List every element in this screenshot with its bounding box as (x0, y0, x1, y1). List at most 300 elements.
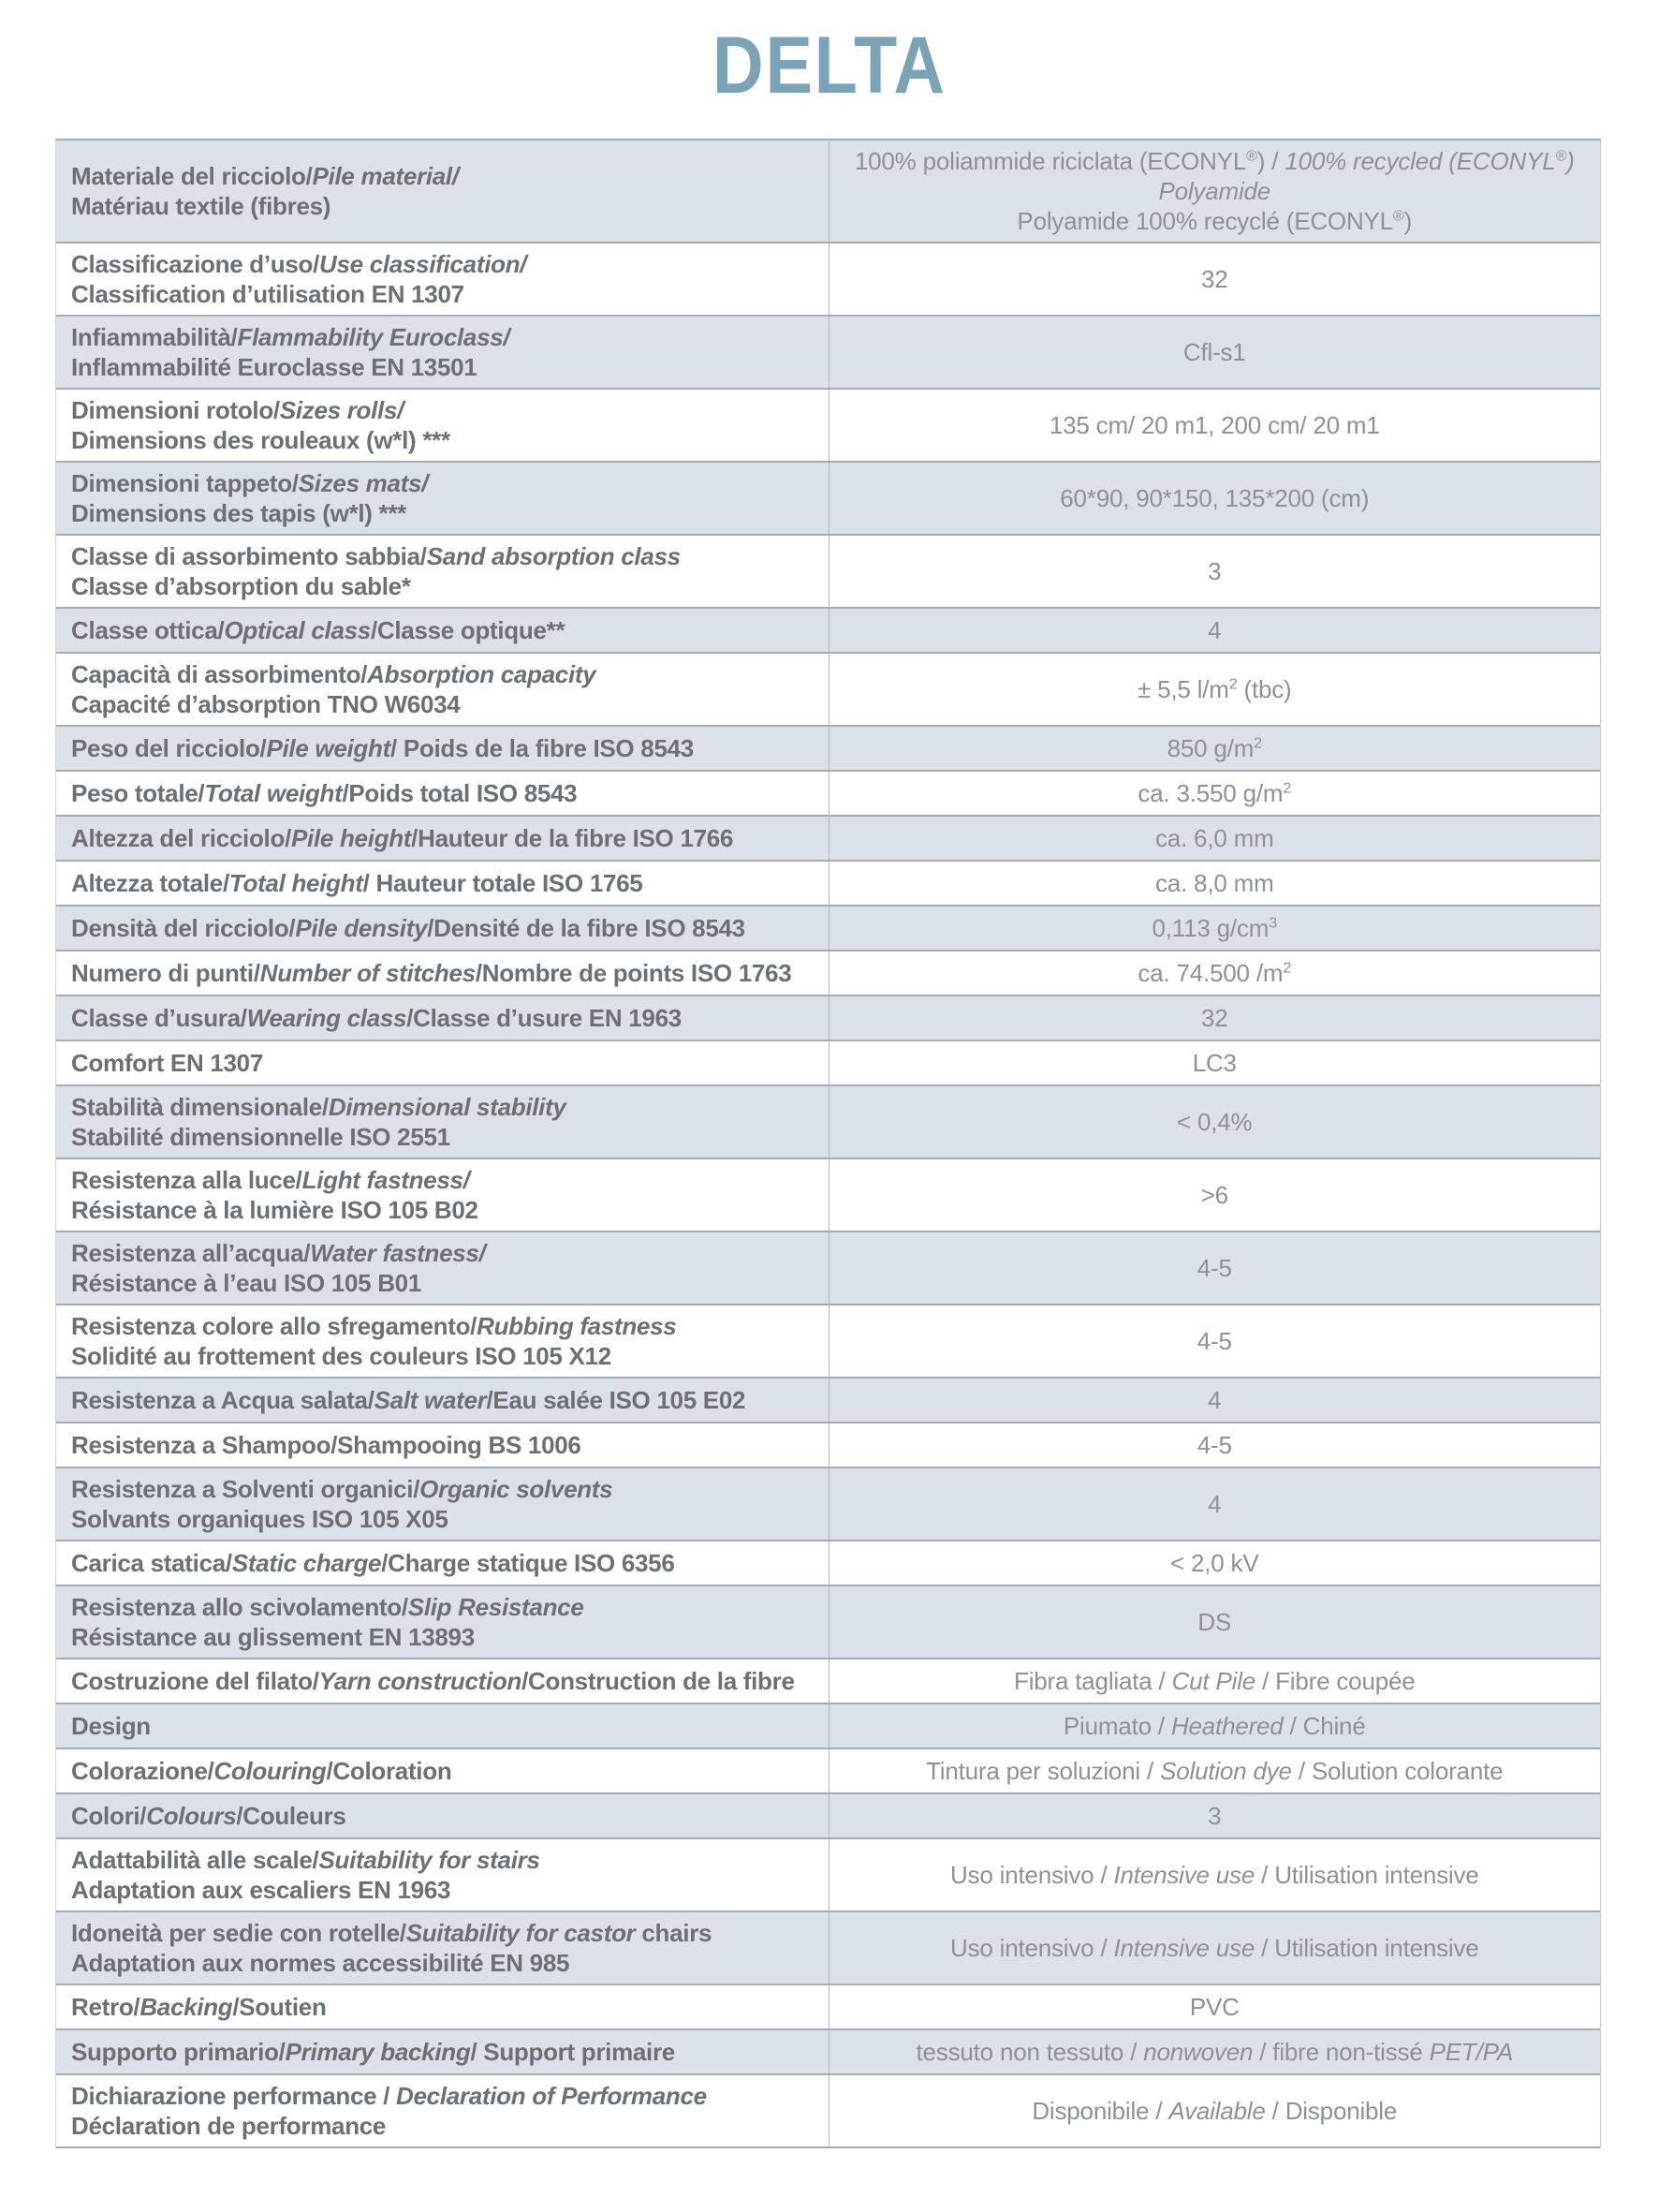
label-segment: Déclaration de performance (71, 2112, 387, 2140)
label-line (71, 425, 812, 455)
value-segment: Heathered (1170, 1712, 1284, 1740)
table-row (56, 243, 1600, 317)
value-segment: ) / (1256, 147, 1285, 175)
value-line (841, 410, 1590, 440)
row-value-cell (829, 609, 1601, 652)
label-segment: Resistenza a Acqua salata/ (71, 1386, 374, 1414)
label-segment: Suitability for castor (405, 1919, 636, 1947)
label-segment: Altezza totale/ (71, 869, 229, 897)
value-line (841, 264, 1590, 294)
row-value-cell (829, 2030, 1601, 2073)
label-segment: Resistenza alla luce/ (71, 1166, 302, 1194)
label-line (71, 1341, 812, 1371)
label-line (71, 395, 812, 425)
row-value-cell (829, 907, 1601, 950)
value-segment: ca. 6,0 mm (1154, 824, 1274, 852)
value-line (841, 1801, 1590, 1831)
label-line (71, 541, 812, 571)
row-value-cell (829, 317, 1601, 388)
table-row (56, 1086, 1600, 1159)
label-segment: Matériau textile (fibres) (71, 192, 331, 220)
value-line (841, 337, 1590, 367)
value-line (841, 958, 1590, 988)
label-line (71, 2081, 812, 2111)
label-segment: Sand absorption class (426, 542, 681, 570)
label-segment: Dimensions des tapis (w*l) *** (71, 499, 406, 527)
row-label-cell (56, 1586, 829, 1658)
label-segment: Capacité d’absorption TNO W6034 (71, 690, 461, 718)
value-segment: 4-5 (1197, 1431, 1232, 1459)
row-value-cell (829, 817, 1601, 860)
table-row (56, 654, 1600, 727)
row-label-cell (56, 1912, 829, 1983)
value-line (841, 913, 1590, 943)
label-line (71, 161, 812, 191)
label-segment: Adaptation aux normes accessibilité EN 985 (71, 1949, 570, 1977)
label-line (71, 689, 812, 719)
label-segment: Colori/ (71, 1802, 147, 1830)
value-segment: Fibra tagliata / (1014, 1667, 1172, 1695)
label-segment: Absorption capacity (367, 660, 596, 688)
label-segment: Adaptation aux escaliers EN 1963 (71, 1876, 451, 1904)
label-line (71, 1474, 812, 1504)
table-row (56, 1305, 1600, 1379)
label-segment: Dimensioni tappeto/ (71, 469, 299, 497)
label-segment: /Nombre de points ISO 1763 (475, 959, 792, 987)
value-segment: Uso intensivo / (949, 1861, 1114, 1889)
value-segment: 2 (1283, 779, 1292, 797)
label-segment: Resistenza colore allo sfregamento/ (71, 1312, 477, 1340)
table-row (56, 907, 1600, 951)
label-segment: Static charge (231, 1549, 382, 1577)
label-line (71, 1238, 812, 1268)
label-segment: Pile density (295, 914, 428, 942)
label-line (71, 2037, 812, 2067)
value-line (841, 778, 1590, 808)
row-value-cell (829, 727, 1601, 770)
page-title (0, 0, 1659, 135)
row-value-cell (829, 1749, 1601, 1792)
label-segment: Inflammabilité Euroclasse EN 13501 (71, 353, 477, 381)
value-line (841, 1711, 1590, 1741)
row-label-cell (56, 654, 829, 725)
value-segment: ca. 8,0 mm (1154, 869, 1274, 897)
label-line (71, 1195, 812, 1225)
label-segment: Classe d’absorption du sable* (71, 572, 411, 600)
label-segment: chairs (635, 1919, 712, 1947)
label-segment: Résistance à l’eau ISO 105 B01 (71, 1269, 421, 1297)
row-label-cell (56, 536, 829, 607)
label-segment: / Support primaire (470, 2038, 675, 2066)
value-segment: 0,113 g/cm (1152, 914, 1270, 942)
row-label-cell (56, 2030, 829, 2073)
label-line (71, 1003, 812, 1033)
label-segment: Primary backing (285, 2038, 471, 2066)
label-segment: / Poids de la fibre ISO 8543 (389, 734, 694, 762)
label-segment: Sizes mats/ (298, 469, 429, 497)
label-line (71, 823, 812, 853)
value-segment: < 0,4% (1177, 1108, 1253, 1136)
label-segment: Dichiarazione performance / (71, 2082, 397, 2110)
label-segment: Total height (228, 869, 363, 897)
label-segment: Dimensions des rouleaux (w*l) *** (71, 426, 450, 454)
value-line (841, 2037, 1590, 2067)
value-segment: 2 (1283, 959, 1292, 977)
table-row (56, 1912, 1600, 1985)
table-row (56, 317, 1600, 390)
value-segment: Disponibile / (1032, 2097, 1169, 2125)
table-row (56, 1704, 1600, 1749)
value-segment: / Utilisation intensive (1255, 1934, 1479, 1962)
label-segment: Classe di assorbimento sabbia/ (71, 542, 427, 570)
value-line (841, 1756, 1590, 1786)
label-segment: Stabilité dimensionnelle ISO 2551 (71, 1123, 450, 1151)
label-segment: Pile weight (266, 734, 390, 762)
label-line (71, 1756, 812, 1786)
label-segment: Resistenza allo scivolamento/ (71, 1593, 408, 1621)
table-row (56, 951, 1600, 996)
label-segment: Water fastness/ (310, 1239, 486, 1267)
product-title-text: DELTA (712, 21, 947, 111)
spec-table (55, 139, 1601, 2148)
row-label-cell (56, 390, 829, 461)
value-segment: 3 (1208, 1802, 1222, 1830)
value-segment: Intensive use (1113, 1861, 1255, 1889)
label-segment: Supporto primario/ (71, 2038, 286, 2066)
row-value-cell (829, 243, 1601, 315)
value-line (841, 1548, 1590, 1578)
value-segment: ® (1246, 147, 1257, 165)
label-line (71, 1048, 812, 1078)
label-segment: Solidité au frottement des couleurs ISO 105 X12 (71, 1342, 611, 1370)
row-value-cell (829, 996, 1601, 1040)
label-line (71, 249, 812, 279)
label-segment: Optical class (224, 616, 371, 644)
label-segment: Solvants organiques ISO 105 X05 (71, 1505, 448, 1533)
row-value-cell (829, 390, 1601, 461)
value-segment: 850 g/m (1167, 734, 1255, 762)
label-line (71, 615, 812, 645)
value-line (841, 868, 1590, 898)
label-segment: Declaration of Performance (396, 2082, 707, 2110)
row-label-cell (56, 996, 829, 1040)
label-segment: Classificazione d’uso/ (71, 250, 320, 278)
row-label-cell (56, 862, 829, 905)
value-segment: ® (1392, 207, 1404, 225)
label-segment: /Couleurs (236, 1802, 346, 1830)
label-segment: Flammability Euroclass/ (237, 323, 510, 351)
label-segment: /Hauteur de la fibre ISO 1766 (411, 824, 734, 852)
label-segment: /Charge statique ISO 6356 (381, 1549, 675, 1577)
value-segment: ® (1555, 147, 1567, 165)
label-line (71, 1801, 812, 1831)
row-label-cell (56, 1379, 829, 1422)
label-line (71, 1948, 812, 1978)
row-label-cell (56, 1305, 829, 1377)
label-segment: Colorazione/ (71, 1757, 214, 1785)
table-row (56, 609, 1600, 654)
label-segment: Classe d’usura/ (71, 1004, 247, 1032)
label-segment: /Poids total ISO 8543 (342, 779, 578, 807)
label-segment: Altezza del ricciolo/ (71, 824, 291, 852)
value-segment: 4 (1208, 1490, 1222, 1518)
value-line (841, 1607, 1590, 1637)
value-segment: 60*90, 90*150, 135*200 (cm) (1060, 484, 1370, 512)
label-segment: /Coloration (326, 1757, 452, 1785)
value-line (841, 1253, 1590, 1283)
value-segment: (tbc) (1237, 675, 1292, 703)
value-segment: 3 (1208, 557, 1222, 585)
value-line (841, 483, 1590, 513)
row-label-cell (56, 1232, 829, 1304)
label-segment: Colours (146, 1802, 237, 1830)
label-line (71, 1311, 812, 1341)
row-label-cell (56, 1086, 829, 1158)
label-segment: Organic solvents (419, 1475, 613, 1503)
table-row (56, 1985, 1600, 2030)
label-segment: Peso totale/ (71, 779, 205, 807)
label-segment: Numero di punti/ (71, 959, 260, 987)
label-line (71, 733, 812, 763)
label-line (71, 1666, 812, 1696)
label-line (71, 1504, 812, 1534)
label-segment: Resistenza a Solventi organici/ (71, 1475, 420, 1503)
value-line (841, 1048, 1590, 1078)
label-segment: Résistance à la lumière ISO 105 B02 (71, 1196, 478, 1224)
label-segment: Pile height (291, 824, 412, 852)
row-label-cell (56, 817, 829, 860)
row-label-cell (56, 1839, 829, 1910)
label-line (71, 958, 812, 988)
value-segment: 4-5 (1197, 1327, 1232, 1355)
value-segment: 2 (1228, 675, 1238, 693)
table-row (56, 1423, 1600, 1468)
label-line (71, 1992, 812, 2022)
value-segment: Cfl-s1 (1182, 338, 1246, 366)
row-label-cell (56, 1423, 829, 1467)
row-value-cell (829, 654, 1601, 725)
value-line (841, 2096, 1590, 2126)
row-label-cell (56, 609, 829, 652)
label-segment: Sizes rolls/ (279, 396, 404, 424)
table-row (56, 140, 1600, 243)
row-label-cell (56, 140, 829, 242)
label-segment: Total weight (204, 779, 343, 807)
label-line (71, 468, 812, 498)
value-segment: 4 (1208, 1386, 1222, 1414)
value-line (841, 1489, 1590, 1519)
label-segment: Design (71, 1712, 151, 1740)
value-segment: Cut Pile (1171, 1667, 1256, 1695)
row-label-cell (56, 1041, 829, 1084)
label-segment: Salt water (374, 1386, 487, 1414)
table-row (56, 1586, 1600, 1659)
value-segment: 32 (1200, 265, 1228, 293)
label-segment: Idoneità per sedie con rotelle/ (71, 1919, 406, 1947)
label-line (71, 1385, 812, 1415)
label-segment: /Construction de la fibre (521, 1667, 795, 1695)
label-segment: Backing (139, 1993, 233, 2021)
label-line (71, 1548, 812, 1578)
label-segment: Densità del ricciolo/ (71, 914, 296, 942)
table-row (56, 536, 1600, 609)
row-label-cell (56, 1704, 829, 1747)
value-segment: / Disponible (1265, 2097, 1398, 2125)
label-segment: Colouring (213, 1757, 327, 1785)
value-line (841, 1003, 1590, 1033)
value-segment: Uso intensivo / (949, 1934, 1114, 1962)
value-segment: 100% recycled (ECONYL (1285, 147, 1556, 175)
table-row (56, 1541, 1600, 1586)
row-value-cell (829, 951, 1601, 995)
row-label-cell (56, 317, 829, 388)
label-line (71, 868, 812, 898)
label-line (71, 1268, 812, 1298)
row-value-cell (829, 1985, 1601, 2028)
row-value-cell (829, 1379, 1601, 1422)
label-segment: Classification d’utilisation EN 1307 (71, 280, 464, 308)
label-segment: /Densité de la fibre ISO 8543 (427, 914, 745, 942)
table-row (56, 1232, 1600, 1305)
label-line (71, 571, 812, 601)
table-row (56, 1379, 1600, 1423)
label-line (71, 322, 812, 352)
row-value-cell (829, 1232, 1601, 1304)
table-row (56, 2030, 1600, 2075)
row-value-cell (829, 1912, 1601, 1983)
value-line (841, 1992, 1590, 2022)
row-label-cell (56, 772, 829, 815)
row-value-cell (829, 1086, 1601, 1158)
value-line (841, 1107, 1590, 1137)
row-value-cell (829, 1305, 1601, 1377)
label-segment: Light fastness/ (301, 1166, 470, 1194)
label-segment: Number of stitches (259, 959, 476, 987)
value-segment: >6 (1200, 1181, 1228, 1209)
value-segment: / fibre non-tissé (1253, 2038, 1430, 2066)
row-label-cell (56, 1468, 829, 1540)
row-value-cell (829, 140, 1601, 242)
value-segment: / Utilisation intensive (1255, 1861, 1479, 1889)
label-segment: /Classe d’usure EN 1963 (406, 1004, 682, 1032)
value-line (841, 206, 1590, 236)
value-segment: 4 (1208, 616, 1222, 644)
row-label-cell (56, 1659, 829, 1703)
label-line (71, 279, 812, 309)
value-segment: Tintura per soluzioni / (926, 1757, 1161, 1785)
label-line (71, 1622, 812, 1652)
table-row (56, 1749, 1600, 1794)
label-line (71, 1165, 812, 1195)
value-segment: LC3 (1192, 1049, 1237, 1077)
table-row (56, 1159, 1600, 1232)
value-segment: Solution dye (1160, 1757, 1292, 1785)
value-line (841, 1860, 1590, 1890)
label-segment: Classe ottica/ (71, 616, 225, 644)
value-segment: / Fibre coupée (1255, 1667, 1416, 1695)
value-line (841, 1180, 1590, 1210)
value-line (841, 1666, 1590, 1696)
value-segment: Intensive use (1113, 1934, 1255, 1962)
value-segment: 3 (1269, 914, 1277, 932)
label-segment: Dimensioni rotolo/ (71, 396, 280, 424)
row-value-cell (829, 1541, 1601, 1585)
value-line (841, 1430, 1590, 1460)
value-segment: ca. 3.550 g/m (1138, 779, 1284, 807)
label-line (71, 1122, 812, 1152)
value-line (841, 733, 1590, 763)
row-label-cell (56, 1541, 829, 1585)
label-line (71, 1711, 812, 1741)
row-label-cell (56, 1749, 829, 1792)
value-segment: PVC (1189, 1993, 1240, 2021)
row-value-cell (829, 463, 1601, 534)
row-value-cell (829, 1659, 1601, 1703)
label-segment: Wearing class (246, 1004, 407, 1032)
value-line (841, 823, 1590, 853)
value-segment: 2 (1254, 734, 1262, 752)
value-segment: 135 cm/ 20 m1, 200 cm/ 20 m1 (1049, 411, 1380, 439)
label-line (71, 1430, 812, 1460)
value-line (841, 146, 1590, 206)
table-row (56, 772, 1600, 817)
label-segment: Yarn construction (318, 1667, 522, 1695)
value-segment: / Solution colorante (1291, 1757, 1504, 1785)
label-segment: Capacità di assorbimento/ (71, 660, 368, 688)
value-line (841, 615, 1590, 645)
label-line (71, 352, 812, 382)
value-line (841, 1933, 1590, 1963)
row-value-cell (829, 772, 1601, 815)
row-label-cell (56, 1985, 829, 2028)
label-line (71, 2111, 812, 2141)
row-label-cell (56, 727, 829, 770)
label-line (71, 1092, 812, 1122)
label-segment: /Classe optique** (370, 616, 565, 644)
label-segment: Stabilità dimensionale/ (71, 1093, 329, 1121)
label-line (71, 913, 812, 943)
value-line (841, 674, 1590, 704)
row-value-cell (829, 2075, 1601, 2146)
label-line (71, 191, 812, 221)
label-segment: Costruzione del filato/ (71, 1667, 319, 1695)
label-segment: Infiammabilità/ (71, 323, 238, 351)
label-segment: Use classification/ (319, 250, 527, 278)
row-value-cell (829, 1468, 1601, 1540)
table-row (56, 817, 1600, 862)
row-value-cell (829, 1839, 1601, 1910)
row-value-cell (829, 1704, 1601, 1747)
label-segment: Dimensional stability (328, 1093, 566, 1121)
row-label-cell (56, 463, 829, 534)
label-segment: Peso del ricciolo/ (71, 734, 267, 762)
label-segment: / Hauteur totale ISO 1765 (362, 869, 643, 897)
row-label-cell (56, 243, 829, 315)
value-line (841, 556, 1590, 586)
table-row (56, 1659, 1600, 1704)
row-label-cell (56, 1794, 829, 1837)
row-label-cell (56, 907, 829, 950)
label-line (71, 778, 812, 808)
label-segment: Rubbing fastness (477, 1312, 677, 1340)
row-label-cell (56, 1159, 829, 1231)
table-row (56, 1041, 1600, 1086)
table-row (56, 1468, 1600, 1541)
row-value-cell (829, 1586, 1601, 1658)
value-segment: DS (1197, 1608, 1232, 1636)
table-row (56, 1794, 1600, 1839)
value-segment: < 2,0 kV (1169, 1549, 1259, 1577)
